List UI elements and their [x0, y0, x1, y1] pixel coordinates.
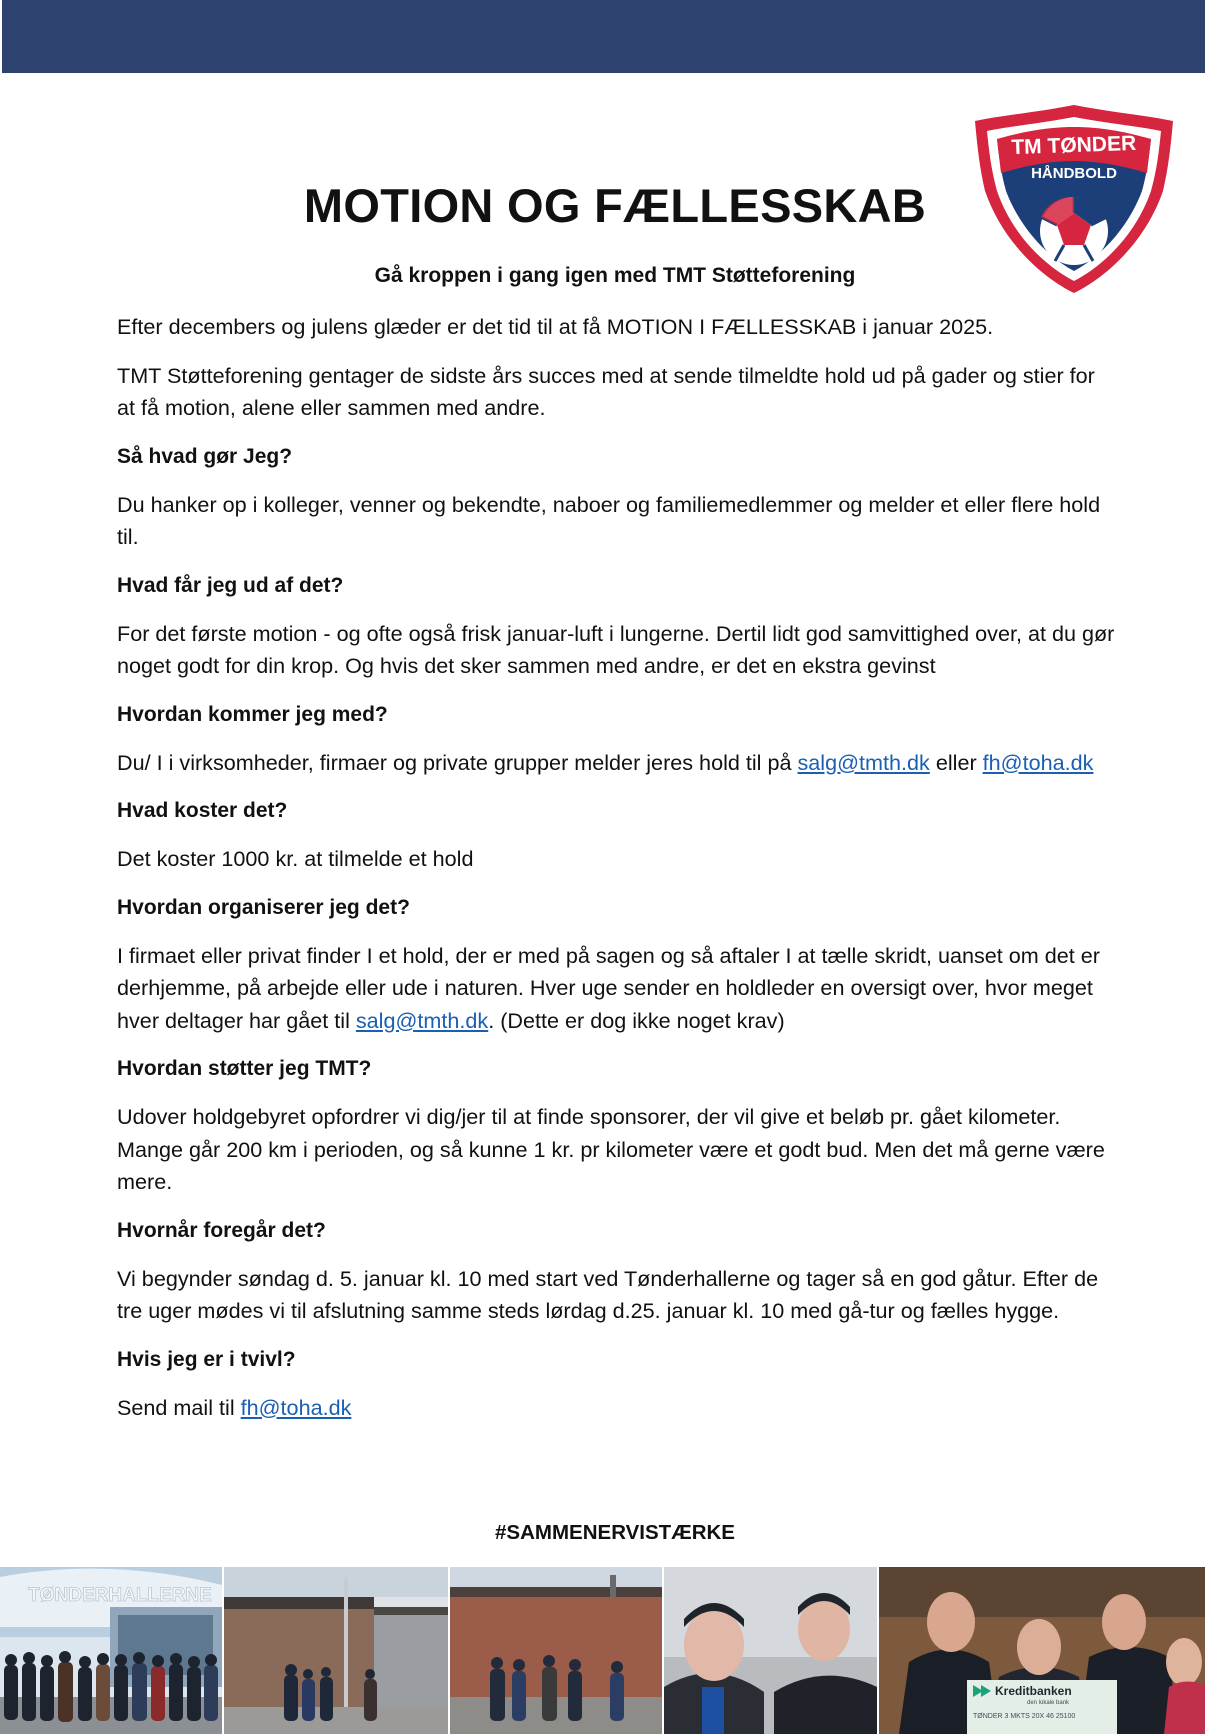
photo-two-men-portrait — [664, 1567, 877, 1734]
photo-sign-text: TØNDERHALLERNE — [28, 1585, 212, 1606]
photo-walkers-building — [224, 1567, 448, 1734]
section-heading: Hvordan kommer jeg med? — [117, 702, 388, 726]
section-text: For det første motion - og ofte også frisk januar-luft i lungerne. Dertil lidt god samvittighed over, at du gør noget godt for din krop. Og hvis det sker sammen med andre, er det en ekstra gevinst — [117, 620, 1115, 678]
intro-paragraph: TMT Støtteforening gentager de sidste års succes med at sende tilmeldte hold ud på gader og stier for at få motion, alene eller sammen med andre. — [117, 362, 1095, 420]
photo-strip — [0, 1567, 1205, 1734]
text-span: Send mail til — [117, 1394, 241, 1420]
section-heading: Hvordan støtter jeg TMT? — [117, 1057, 372, 1080]
email-link-fh[interactable]: fh@toha.dk — [240, 1394, 352, 1420]
section-heading: Hvis jeg er i tvivl? — [117, 1347, 296, 1371]
email-link-salg[interactable]: salg@tmth.dk — [355, 1007, 489, 1033]
text-span: Du/ I i virksomheder, firmaer og private grupper melder jeres hold til på — [117, 749, 798, 775]
section-heading: Hvad får jeg ud af det? — [117, 573, 344, 597]
intro-paragraph: Efter decembers og julens glæder er det tid til at få MOTION I FÆLLESSKAB i januar 2025. — [117, 314, 994, 339]
text-span: I firmaet eller privat finder I et hold, der er med på sagen og så aftaler I at tælle skridt, uanset om det er derhjemme, på arbejde eller ude i naturen. Hver uge sender en holdleder en oversigt over, hvor meget hver deltager har gået til — [117, 942, 1101, 1033]
section-text — [117, 940, 1115, 1038]
section-text: Det koster 1000 kr. at tilmelde et hold — [117, 846, 474, 871]
logo-line2: HÅNDBOLD — [1031, 165, 1117, 182]
top-banner — [2, 0, 1205, 73]
section-heading: Hvad koster det? — [117, 799, 288, 822]
page-title: MOTION OG FÆLLESSKAB — [303, 179, 927, 232]
email-link-fh[interactable]: fh@toha.dk — [982, 749, 1094, 775]
section-text — [117, 747, 1115, 780]
check-handwriting: TØNDER 3 MKTS 20X 46 25100 — [973, 1713, 1076, 1720]
subtitle: Gå kroppen i gang igen med TMT Støtteforening — [374, 264, 856, 287]
text-span: . (Dette er dog ikke noget krav) — [488, 1007, 785, 1033]
photo-check-presentation — [879, 1567, 1205, 1734]
section-heading: Så hvad gør Jeg? — [117, 444, 293, 468]
section-heading: Hvordan organiserer jeg det? — [117, 895, 410, 919]
section-text: Udover holdgebyret opfordrer vi dig/jer til at finde sponsorer, der vil give et beløb pr. gået kilometer. Mange går 200 km i perioden, og så kunne 1 kr. pr kilometer være et godt bud. Men det må gerne være mere. — [117, 1104, 1105, 1194]
check-bank-name: Kreditbanken — [995, 1684, 1072, 1698]
check-bank-sub: den lokale bank — [1027, 1700, 1070, 1706]
photo-walkers-brickwall — [450, 1567, 662, 1734]
section-text: Du hanker op i kolleger, venner og bekendte, naboer og familiemedlemmer og melder et eller flere hold til. — [117, 491, 1101, 549]
section-text — [117, 1392, 1115, 1425]
logo-line1: TM TØNDER — [1010, 131, 1137, 160]
document-body — [117, 311, 1115, 1440]
hashtag: #SAMMENERVISTÆRKE — [495, 1521, 735, 1544]
section-text: Vi begynder søndag d. 5. januar kl. 10 med start ved Tønderhallerne og tager så en god gåtur. Efter de tre uger mødes vi til afslutning samme steds lørdag d.25. januar kl. 10 med gå-tur og fælles hygge. — [117, 1265, 1099, 1323]
photo-tonderhallerne-group — [0, 1567, 222, 1734]
section-heading: Hvornår foregår det? — [117, 1218, 326, 1242]
email-link-salg[interactable]: salg@tmth.dk — [797, 749, 930, 775]
text-span: eller — [929, 749, 983, 775]
